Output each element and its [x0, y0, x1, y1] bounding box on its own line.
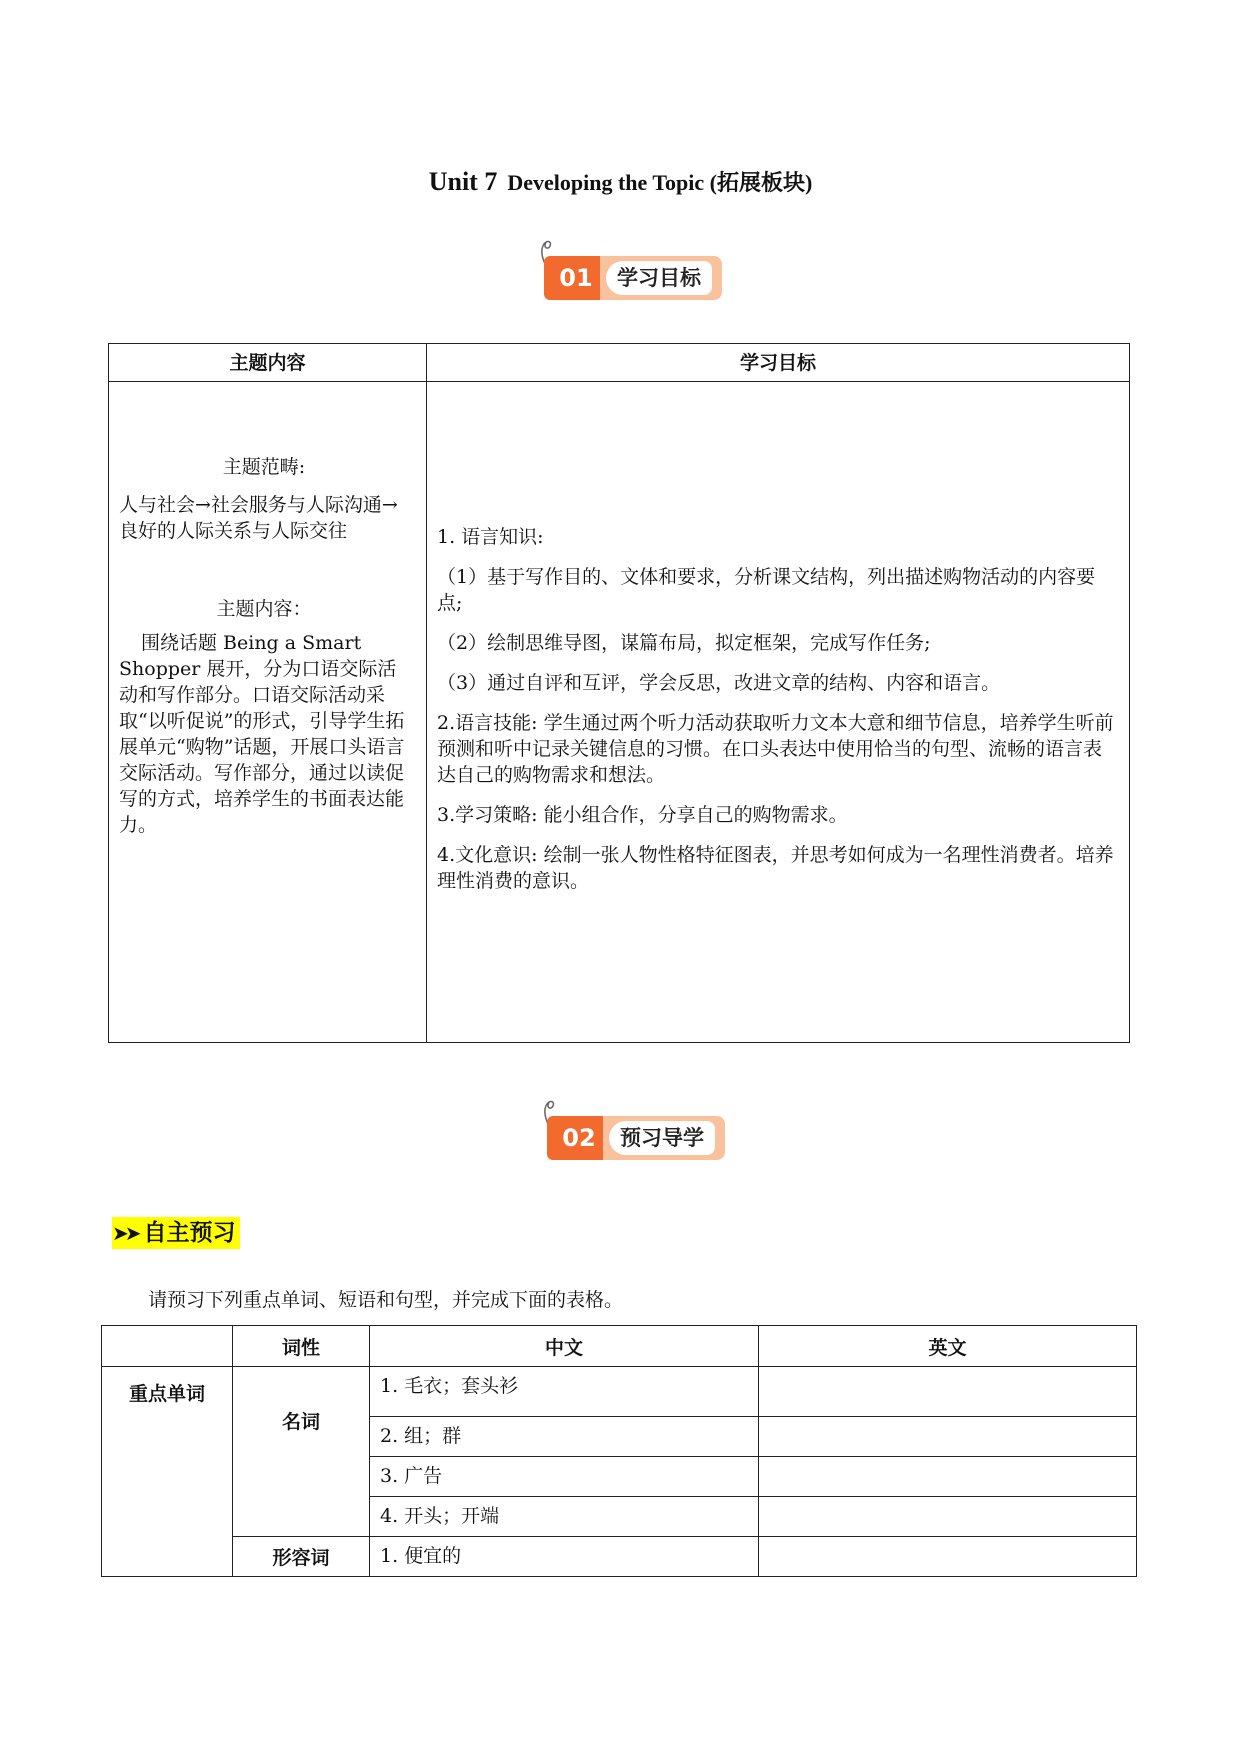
- self-study-instruction: 请预习下列重点单词、短语和句型，并完成下面的表格。: [148, 1289, 624, 1311]
- section-badge-objectives: [538, 238, 738, 310]
- goal-item: 1. 语言知识:: [437, 526, 544, 548]
- column-divider: [426, 344, 427, 1042]
- header-cell: 英文: [759, 1326, 1137, 1367]
- english-answer-cell[interactable]: [759, 1497, 1137, 1537]
- goal-item: 2.语言技能: 学生通过两个听力活动获取听力文本大意和细节信息，培养学生听前预测和听中记录关键信息的习惯。在口头表达中使用恰当的句型、流畅的语言表达自己的购物需求和想法。: [437, 712, 1114, 786]
- self-study-title: 自主预习: [143, 1220, 236, 1246]
- table-row: [102, 1537, 1137, 1577]
- table-header-row: [102, 1326, 1137, 1367]
- vocabulary-table: [101, 1325, 1137, 1577]
- goal-item: （1）基于写作目的、文体和要求，分析课文结构，列出描述购物活动的内容要点;: [437, 566, 1096, 614]
- table-row: [102, 1367, 1137, 1417]
- goals-cell: [437, 524, 1117, 908]
- english-answer-cell[interactable]: [759, 1457, 1137, 1497]
- header-learning-goals: 学习目标: [427, 344, 1129, 382]
- goal-item: 3.学习策略: 能小组合作，分享自己的购物需求。: [437, 804, 848, 826]
- english-answer-cell[interactable]: [759, 1367, 1137, 1417]
- pos-noun: 名词: [233, 1367, 370, 1537]
- badge-number: 02: [547, 1116, 611, 1160]
- unit-title: Developing the Topic (拓展板块): [507, 170, 813, 195]
- header-cell: [102, 1326, 233, 1367]
- header-theme-content: 主题内容: [109, 344, 426, 382]
- theme-category-label: 主题范畴:: [222, 456, 306, 478]
- theme-content: 围绕话题 Being a Smart Shopper 展开，分为口语交际活动和写作部分。口语交际活动采取“以听促说”的形式，引导学生拓展单元“购物”话题，开展口头语言交际活动。写作部分，通过以读促写的方式，培养学生的书面表达能力。: [119, 632, 405, 836]
- goal-item: 4.文化意识: 绘制一张人物性格特征图表，并思考如何成为一名理性消费者。培养理性消费的意识。: [437, 844, 1114, 892]
- double-arrow-icon: ➤➤: [112, 1221, 138, 1245]
- chinese-cell: 1. 便宜的: [370, 1537, 759, 1577]
- badge-label: 学习目标: [606, 261, 712, 295]
- badge-label: 预习导学: [609, 1121, 715, 1155]
- theme-category: 人与社会→社会服务与人际沟通→良好的人际关系与人际交往: [119, 494, 398, 542]
- pos-adjective: 形容词: [233, 1537, 370, 1577]
- chinese-cell: 4. 开头；开端: [370, 1497, 759, 1537]
- header-cell: 词性: [233, 1326, 370, 1367]
- goal-item: （3）通过自评和互评，学会反思，改进文章的结构、内容和语言。: [437, 672, 1001, 694]
- self-study-heading: [112, 1217, 240, 1249]
- chinese-cell: 1. 毛衣；套头衫: [370, 1367, 759, 1417]
- header-cell: 中文: [370, 1326, 759, 1367]
- section-badge-preview: [541, 1098, 741, 1170]
- page-title: [0, 166, 1241, 197]
- badge-label-frame: [600, 256, 722, 300]
- english-answer-cell[interactable]: [759, 1417, 1137, 1457]
- english-answer-cell[interactable]: [759, 1537, 1137, 1577]
- badge-number: 01: [544, 256, 608, 300]
- chinese-cell: 3. 广告: [370, 1457, 759, 1497]
- goal-item: （2）绘制思维导图，谋篇布局，拟定框架，完成写作任务;: [437, 632, 931, 654]
- chinese-cell: 2. 组；群: [370, 1417, 759, 1457]
- objectives-table: [108, 343, 1130, 1043]
- unit-label: Unit 7: [428, 167, 498, 196]
- theme-cell: [119, 454, 409, 838]
- row-group-label: 重点单词: [102, 1367, 233, 1577]
- badge-label-frame: [603, 1116, 725, 1160]
- theme-content-label: 主题内容：: [216, 598, 312, 620]
